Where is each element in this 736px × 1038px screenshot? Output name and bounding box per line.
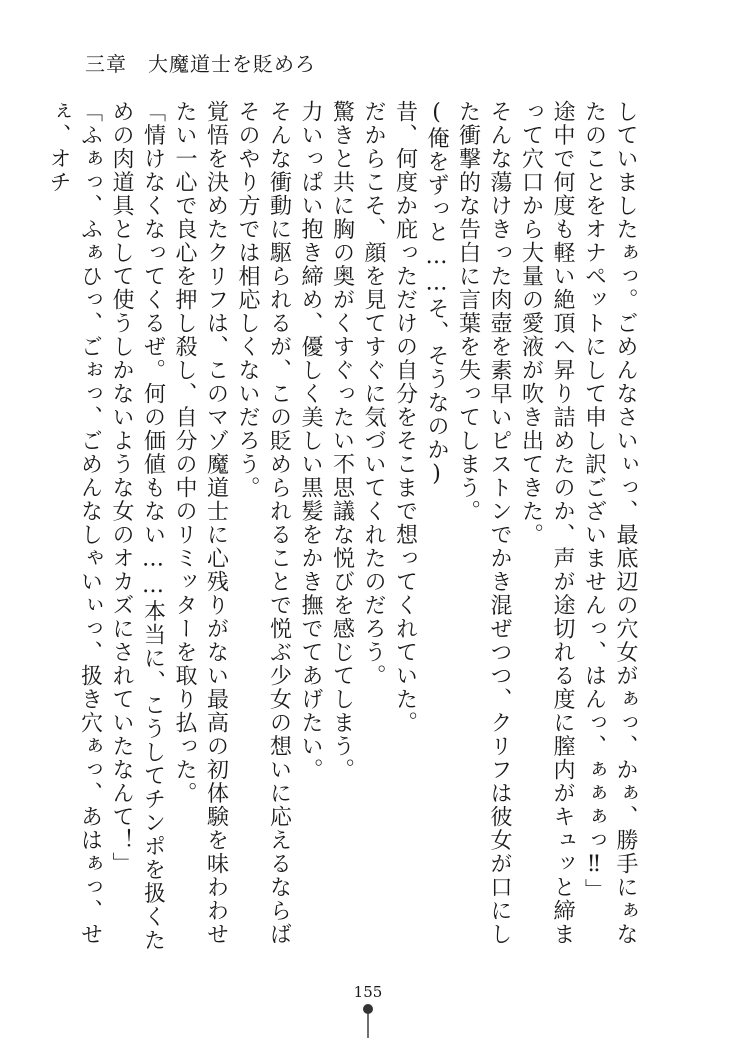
paragraph: 途中で何度も軽い絶頂へ昇り詰めたのか、声が途切れる度に膣内がキュッと締まって穴口から大量の愛液が吹き出てきた。 bbox=[518, 100, 575, 946]
page-number: 155 bbox=[353, 983, 383, 1001]
paragraph: していましたぁっ。ごめんなさいぃっ、最底辺の穴女がぁっ、かぁ、勝手にぁなたのことをオナペットにして申し訳ございませんっ、はんっ、ぁぁぁっ‼」 bbox=[581, 100, 638, 946]
paragraph: 昔、何度か庇っただけの自分をそこまで想ってくれていた。 bbox=[392, 100, 418, 735]
paragraph: 「情けなくなってくるぜ。何の価値もない……本当に、こうしてチンポを扱くための肉道具として使うしかないような女のオカズにされていたなんて！」 bbox=[109, 100, 166, 952]
paragraph: そんな衝動に駆られるが、この貶められることで悦ぶ少女の想いに応えるならばそのやり方では相応しくないだろう。 bbox=[235, 100, 292, 946]
paragraph: 驚きと共に胸の奥がくすぐったい不思議な悦びを感じてしまう。 bbox=[329, 100, 355, 782]
running-head-chapter-title: 三章 大魔道士を貶めろ bbox=[85, 52, 316, 76]
vertical-body-text bbox=[46, 100, 641, 958]
paragraph: 「ふぁっ、ふぁひっ、ごぉっ、ごめんなしゃいぃっ、扱き穴ぁっ、あはぁっ、せぇ、オチ bbox=[46, 100, 103, 946]
paragraph: そんな蕩けきった肉壺を素早いピストンでかき混ぜつつ、クリフは彼女が口にした衝撃的な告白に言葉を失ってしまう。 bbox=[455, 100, 512, 946]
paragraph: だからこそ、顔を見てすぐに気づいてくれたのだろう。 bbox=[361, 100, 386, 688]
paragraph: (俺をずっと……そ、そうなのか) bbox=[424, 100, 449, 488]
folio-ornament-icon bbox=[367, 1003, 369, 1038]
paragraph: 覚悟を決めたクリフは、このマゾ魔道士に心残りがない最高の初体験を味わわせたい一心で良心を押し殺し、自分の中のリミッターを取り払った。 bbox=[172, 100, 229, 946]
paragraph: 力いっぱい抱き締め、優しく美しい黒髪をかき撫でてあげたい。 bbox=[298, 100, 323, 782]
